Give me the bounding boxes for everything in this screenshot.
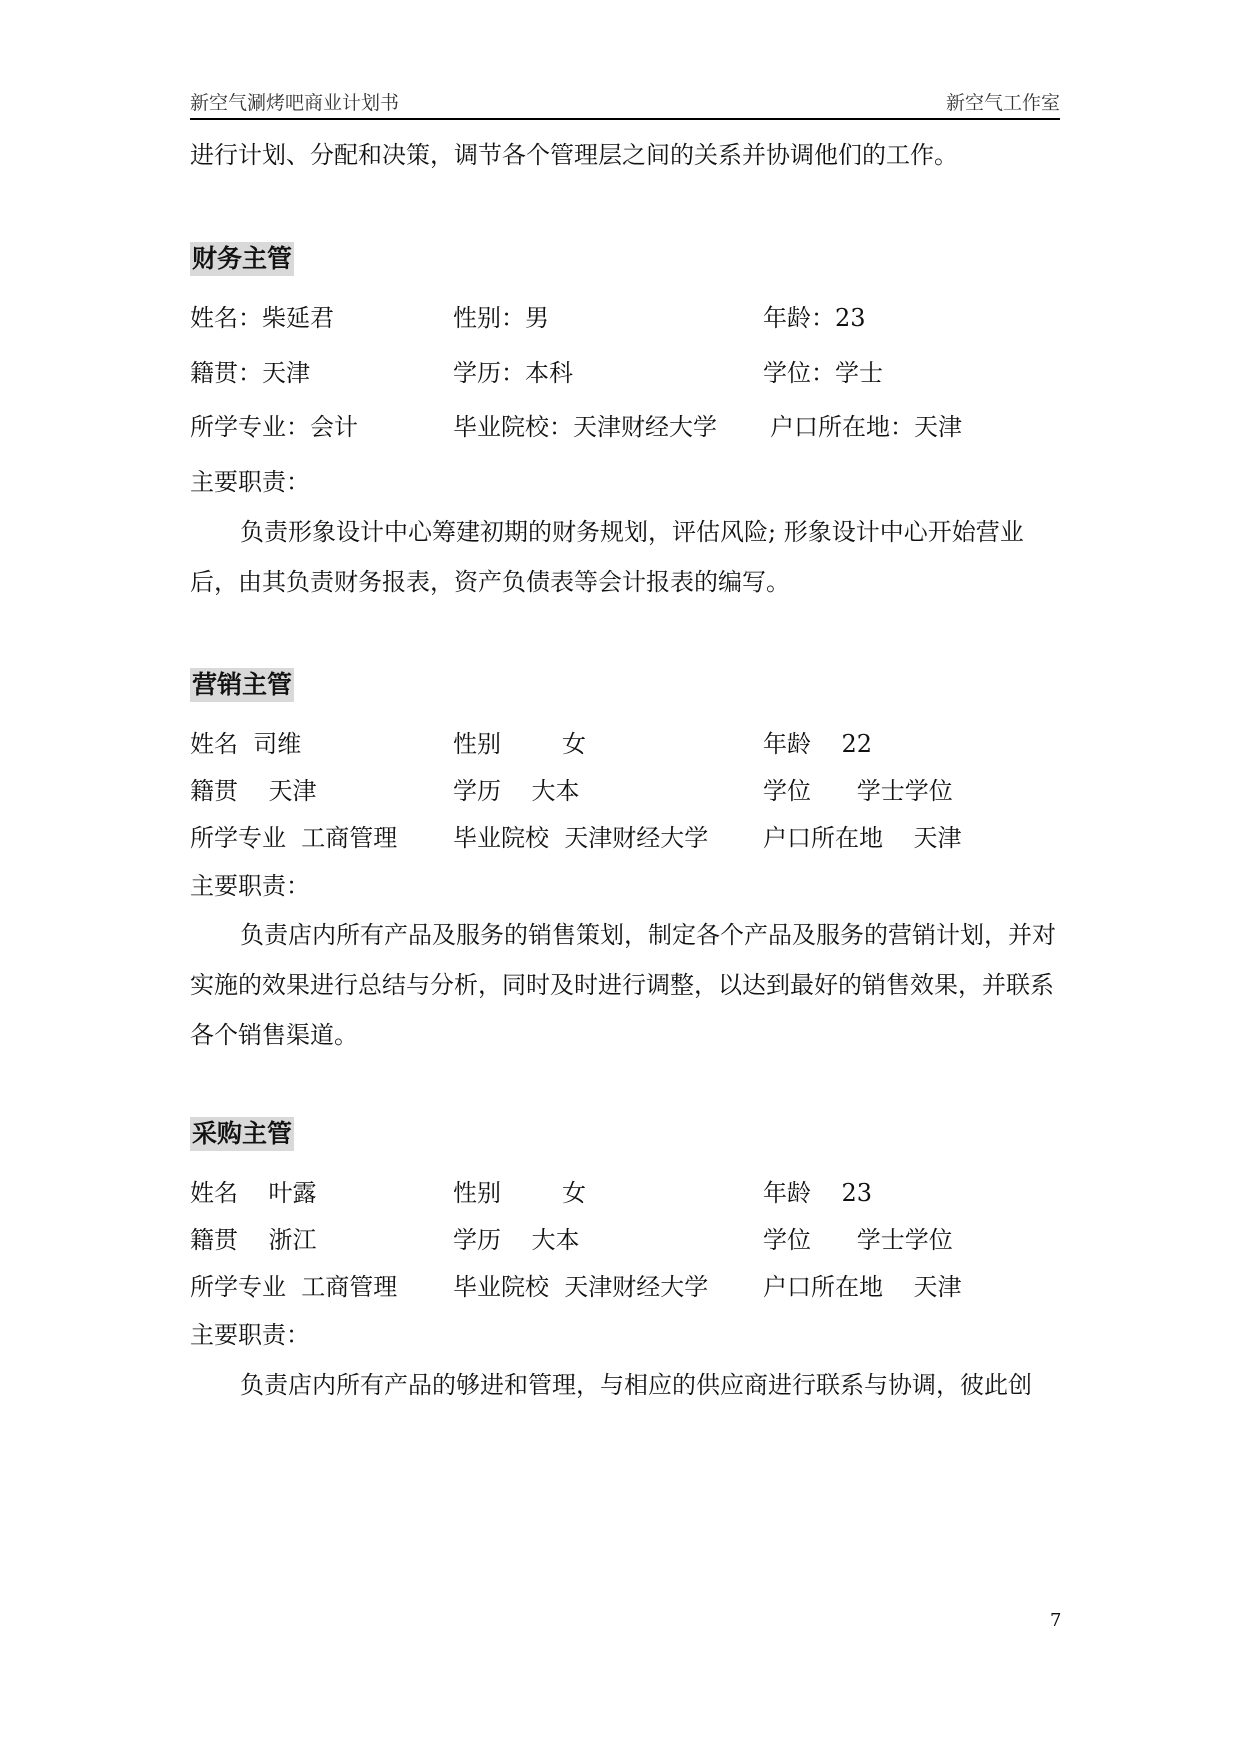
hometown-field: 籍贯 浙江 <box>190 1226 317 1254</box>
hometown-field: 籍贯：天津 <box>190 359 310 387</box>
degree-field: 学位 学士学位 <box>763 1226 953 1254</box>
school-field: 毕业院校 天津财经大学 <box>453 1273 709 1301</box>
info-row <box>190 298 1060 334</box>
degree-field: 学位 学士学位 <box>763 777 953 805</box>
section-title: 营销主管 <box>190 668 294 702</box>
gender-field: 性别 女 <box>453 730 587 758</box>
duties-label: 主要职责： <box>190 468 310 496</box>
duties-label-row <box>190 1315 1060 1351</box>
residence-field: 户口所在地 天津 <box>763 1273 962 1301</box>
section-title-purchasing <box>190 1117 1060 1151</box>
info-row <box>190 724 1060 760</box>
duties-paragraph: 负责店内所有产品及服务的销售策划，制定各个产品及服务的营销计划，并对实施的效果进行总结与分析，同时及时进行调整，以达到最好的销售效果，并联系各个销售渠道。 <box>190 921 1056 1049</box>
header-studio-name: 新空气工作室 <box>945 92 1060 114</box>
gender-field: 性别 女 <box>453 1179 587 1207</box>
info-row <box>190 1267 1060 1303</box>
education-field: 学历：本科 <box>453 359 573 387</box>
info-row <box>190 1173 1060 1209</box>
header-document-title: 新空气涮烤吧商业计划书 <box>190 92 400 114</box>
info-row <box>190 353 1060 389</box>
section-title: 财务主管 <box>190 242 294 276</box>
section-title-marketing <box>190 668 1060 702</box>
info-row <box>190 818 1060 854</box>
name-field: 姓名 叶露 <box>190 1179 317 1207</box>
hometown-field: 籍贯 天津 <box>190 777 317 805</box>
section-title: 采购主管 <box>190 1117 294 1151</box>
duties-label: 主要职责： <box>190 872 310 900</box>
duties-paragraph: 负责店内所有产品的够进和管理，与相应的供应商进行联系与协调，彼此创 <box>240 1371 1032 1399</box>
gender-field: 性别：男 <box>453 304 549 332</box>
section-title-finance <box>190 242 1060 276</box>
info-row <box>190 771 1060 807</box>
residence-field: 户口所在地：天津 <box>770 413 962 441</box>
duties-label: 主要职责： <box>190 1321 310 1349</box>
age-field: 年龄：23 <box>763 304 866 332</box>
major-field: 所学专业：会计 <box>190 413 358 441</box>
school-field: 毕业院校 天津财经大学 <box>453 824 709 852</box>
school-field: 毕业院校：天津财经大学 <box>453 413 717 441</box>
education-field: 学历 大本 <box>453 777 580 805</box>
page-number: 7 <box>1050 1610 1062 1631</box>
info-row <box>190 1220 1060 1256</box>
age-field: 年龄 23 <box>763 1179 873 1207</box>
duties-paragraph: 负责形象设计中心筹建初期的财务规划，评估风险; 形象设计中心开始营业后，由其负责财务报表，资产负债表等会计报表的编写。 <box>190 518 1024 596</box>
name-field: 姓名 司维 <box>190 730 302 758</box>
duties-label-row <box>190 462 1060 498</box>
major-field: 所学专业 工商管理 <box>190 824 398 852</box>
age-field: 年龄 22 <box>763 730 873 758</box>
intro-paragraph: 进行计划、分配和决策，调节各个管理层之间的关系并协调他们的工作。 <box>190 141 958 169</box>
page-header <box>190 88 1060 120</box>
education-field: 学历 大本 <box>453 1226 580 1254</box>
info-row <box>190 407 1060 443</box>
major-field: 所学专业 工商管理 <box>190 1273 398 1301</box>
residence-field: 户口所在地 天津 <box>763 824 962 852</box>
name-field: 姓名：柴延君 <box>190 304 334 332</box>
duties-label-row <box>190 866 1060 902</box>
degree-field: 学位：学士 <box>763 359 883 387</box>
